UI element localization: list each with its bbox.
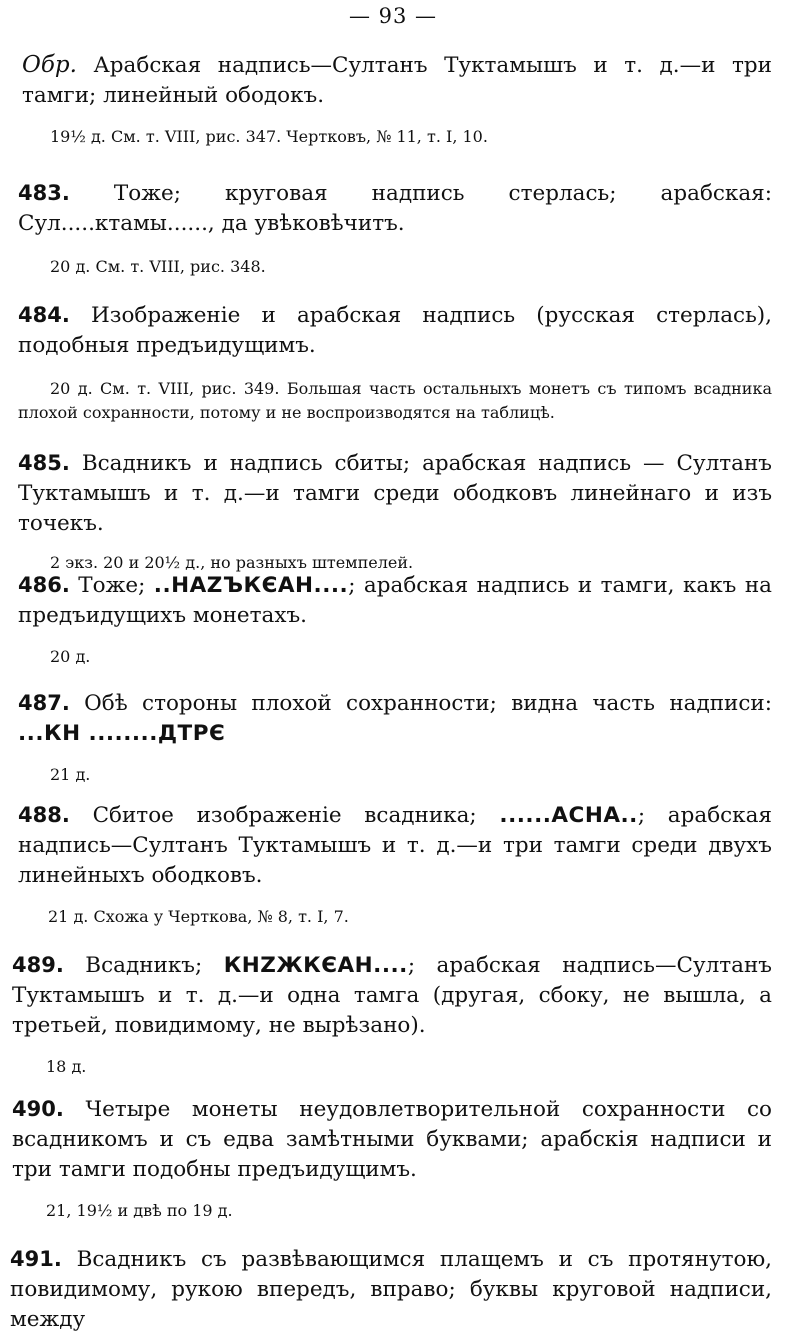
entry-491 xyxy=(0,1244,786,1335)
entry-text xyxy=(0,448,786,539)
entry-note: 19½ д. См. т. VIII, рис. 347. Чертковъ, № 11, т. I, 10. xyxy=(50,127,488,146)
entry-text xyxy=(0,688,786,749)
entry-text xyxy=(0,1244,786,1335)
entry-note: 21 д. Схожа у Черткова, № 8, т. I, 7. xyxy=(48,907,349,926)
page-number: — 93 — xyxy=(348,4,438,28)
slavonic-inscription: КНZЖКЄАН.... xyxy=(223,953,408,978)
entry-number: 484. xyxy=(18,303,70,327)
entry-note: 18 д. xyxy=(46,1057,87,1076)
entry-number: 485. xyxy=(18,451,70,475)
entry-body: Тоже; круговая надпись стерлась; арабская: Сул.....ктамы......, да увѣковѣчитъ. xyxy=(18,181,772,236)
entry-text xyxy=(0,300,786,361)
entry-number: 490. xyxy=(12,1097,64,1121)
entry-body-end: ; арабская надпись—Султанъ Туктамышъ и т. д.—и три тамги среди двухъ линейныхъ ободковъ. xyxy=(18,803,772,888)
entry-note: 2 экз. 20 и 20½ д., но разныхъ штемпелей. xyxy=(50,553,414,572)
entry-body: Всадникъ; xyxy=(85,953,224,978)
entry-text xyxy=(0,1094,786,1185)
entry-text xyxy=(0,800,786,891)
entry-text xyxy=(0,570,786,631)
entry-number: 487. xyxy=(18,691,70,715)
entry-obr xyxy=(0,50,786,149)
entry-number: 488. xyxy=(18,803,70,827)
entry-number: 489. xyxy=(12,953,64,977)
entry-note: 21, 19½ и двѣ по 19 д. xyxy=(46,1201,233,1220)
entry-487 xyxy=(0,688,786,787)
entry-body: Тоже; xyxy=(78,573,154,598)
entry-number: 486. xyxy=(18,573,70,597)
slavonic-inscription: ......АСНА.. xyxy=(499,803,638,828)
entry-note: 20 д. См. т. VIII, рис. 348. xyxy=(50,257,266,276)
entry-body-end: ; арабская надпись—Султанъ Туктамышъ и т. д.—и одна тамга (другая, сбоку, не вышла, а третьей, повидимому, не вырѣзано). xyxy=(12,953,772,1038)
entry-note: 20 д. См. т. VIII, рис. 349. Большая часть остальныхъ монетъ съ типомъ всадника плохой сохранности, потому и не воспроизводятся на таблицѣ. xyxy=(18,379,772,422)
entry-note: 21 д. xyxy=(50,765,91,784)
entry-485 xyxy=(0,448,786,575)
entry-body-end: ; арабская надпись и тамги, какъ на предъидущихъ монетахъ. xyxy=(18,573,772,628)
entry-text xyxy=(0,50,786,111)
entry-483 xyxy=(0,178,786,279)
slavonic-inscription: ..НАZЪКЄАН.... xyxy=(153,573,349,598)
entry-text xyxy=(0,950,786,1041)
entry-body: Обѣ стороны плохой сохранности; видна часть надписи: xyxy=(84,691,773,716)
entry-number: 483. xyxy=(18,181,70,205)
entry-body: Всадникъ съ развѣвающимся плащемъ и съ протянутою, повидимому, рукою впередъ, вправо; буквы круговой надписи, между xyxy=(10,1247,772,1332)
entry-body: Арабская надпись—Султанъ Туктамышъ и т. д.—и три тамги; линейный ободокъ. xyxy=(22,53,772,108)
entry-486 xyxy=(0,570,786,669)
entry-488 xyxy=(0,800,786,929)
entry-body: Сбитое изображенiе всадника; xyxy=(92,803,500,828)
entry-body: Четыре монеты неудовлетворительной сохранности со всадникомъ и съ едва замѣтными буквами; арабскiя надписи и три тамги подобны предъидущимъ. xyxy=(12,1097,773,1182)
entry-body: Всадникъ и надпись сбиты; арабская надпись — Султанъ Туктамышъ и т. д.—и тамги среди ободковъ линейнаго и изъ точекъ. xyxy=(18,451,772,536)
entry-484 xyxy=(0,300,786,425)
entry-number: Обр. xyxy=(22,52,77,78)
slavonic-inscription: ...КН ........ДТРЄ xyxy=(18,721,226,746)
entry-489 xyxy=(0,950,786,1079)
entry-body: Изображенiе и арабская надпись (русская стерлась), подобныя предъидущимъ. xyxy=(18,303,772,358)
entry-text xyxy=(0,178,786,239)
entry-number: 491. xyxy=(10,1247,62,1271)
entry-490 xyxy=(0,1094,786,1223)
entry-note: 20 д. xyxy=(50,647,91,666)
